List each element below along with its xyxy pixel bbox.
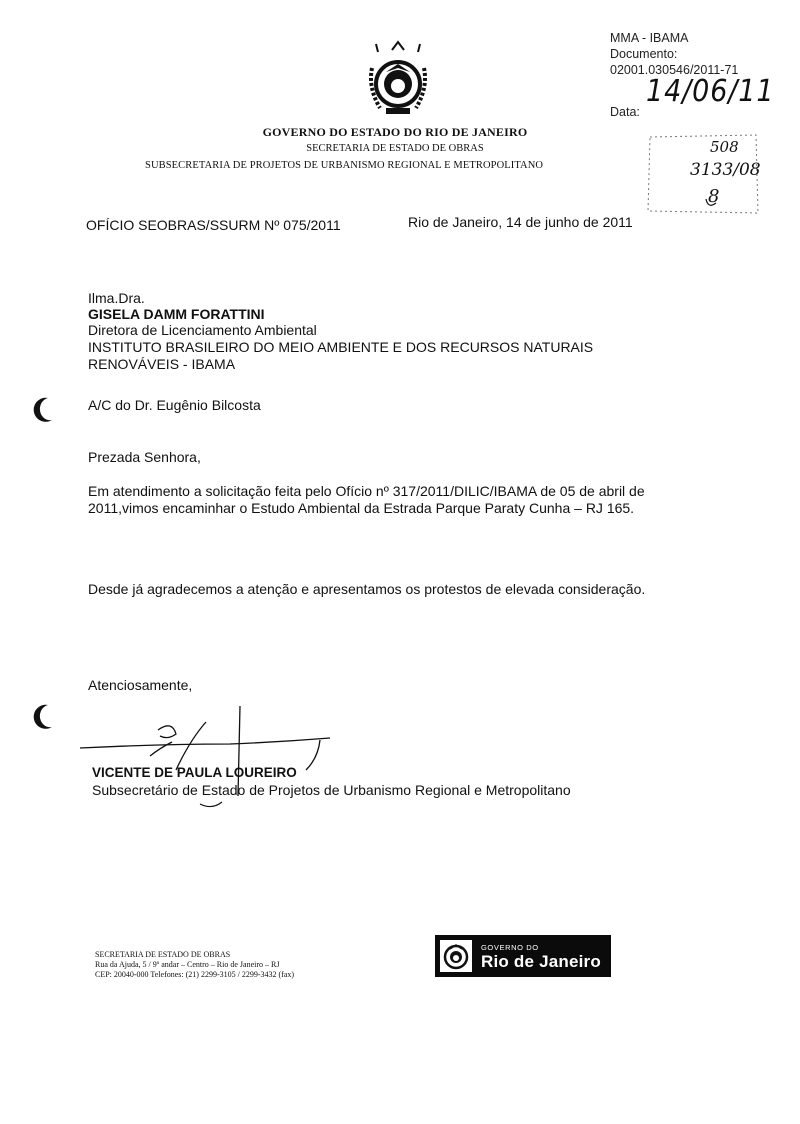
folio-mark-3: 8 [708, 186, 720, 207]
stamp-date-label: Data: [610, 105, 640, 119]
institution-line-1: INSTITUTO BRASILEIRO DO MEIO AMBIENTE E DOS RECURSOS NATURAIS [88, 339, 594, 355]
recipient-role: Diretora de Licenciamento Ambiental [88, 322, 317, 338]
folio-mark-1: 508 [710, 138, 739, 156]
closing: Atenciosamente, [88, 677, 193, 693]
recipient-name: GISELA DAMM FORATTINI [88, 306, 265, 322]
stamp-org: MMA - IBAMA [610, 31, 689, 45]
stamp-doc-number: 02001.030546/2011-71 [610, 63, 739, 77]
footer-address-line-2: Rua da Ajuda, 5 / 9º andar – Centro – Rio de Janeiro – RJ [95, 960, 280, 969]
footer-logo-small-text: GOVERNO DO [481, 943, 539, 952]
footer-address [95, 950, 294, 980]
signer-name: VICENTE DE PAULA LOUREIRO [92, 765, 297, 780]
stamp-doc-label: Documento: [610, 47, 678, 61]
org-title: GOVERNO DO ESTADO DO RIO DE JANEIRO [262, 125, 528, 139]
folio-mark-2: 3133/08 [690, 160, 761, 180]
stamp-date-handwritten: 14/06/11 [646, 74, 775, 109]
footer-address-line-3: CEP: 20040-000 Telefones: (21) 2299-3105 / 2299-3432 (fax) [95, 970, 295, 979]
letter-reference: OFÍCIO SEOBRAS/SSURM Nº 075/2011 [86, 217, 341, 233]
punch-hole-icon [32, 396, 54, 422]
state-logo-icon [439, 939, 473, 973]
attention-line: A/C do Dr. Eugênio Bilcosta [88, 397, 261, 413]
body-paragraph-2: Desde já agradecemos a atenção e apresentamos os protestos de elevada consideração. [88, 581, 646, 597]
punch-hole-icon [32, 703, 54, 729]
secretariat-name: SECRETARIA DE ESTADO DE OBRAS [306, 143, 484, 154]
letter-place-date: Rio de Janeiro, 14 de junho de 2011 [408, 214, 633, 230]
greeting: Prezada Senhora, [88, 449, 201, 465]
state-crest-icon [362, 38, 434, 120]
signer-role: Subsecretário de Estado de Projetos de Urbanismo Regional e Metropolitano [92, 782, 571, 798]
institution-line-2: RENOVÁVEIS - IBAMA [88, 356, 236, 372]
footer-logo [435, 935, 611, 977]
subsecretariat-name: SUBSECRETARIA DE PROJETOS DE URBANISMO REGIONAL E METROPOLITANO [145, 160, 544, 171]
footer-logo-big-text: Rio de Janeiro [481, 952, 601, 971]
body-paragraph-1: Em atendimento a solicitação feita pelo Ofício nº 317/2011/DILIC/IBAMA de 05 de abril de 2011,vimos encaminhar o Estudo Ambiental da Estrada Parque Paraty Cunha – RJ 165. [88, 483, 645, 516]
protocol-stamp [610, 30, 775, 119]
footer-address-line-1: SECRETARIA DE ESTADO DE OBRAS [95, 950, 231, 959]
salutation-title: Ilma.Dra. [88, 290, 145, 306]
